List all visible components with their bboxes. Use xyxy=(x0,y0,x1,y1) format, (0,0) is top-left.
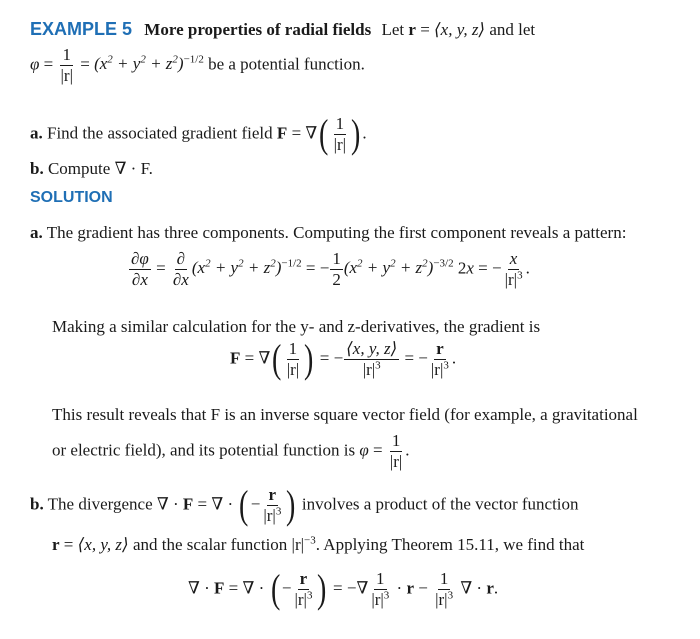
example-label: EXAMPLE 5 xyxy=(30,19,133,39)
question-b-text: Compute xyxy=(47,159,111,178)
example-header: EXAMPLE 5 More properties of radial fields Let r = ⟨x, y, z⟩ and let xyxy=(30,19,536,39)
solution-a-line3: This result reveals that F is an inverse square vector field (for example, a gravitational xyxy=(52,405,638,424)
intro-text-a: Let xyxy=(381,20,405,39)
example-title: More properties of radial fields xyxy=(144,20,372,39)
intro-text-b: and let xyxy=(489,20,536,39)
divergence-equation: ∇ · F = ∇ · ( − $\frac{r}{|r|^3}$ ) = −∇ $\frac{1}{|r|^3}$ · r − $\frac{1}{|r|^3}$ ∇ · r. xyxy=(188,566,499,612)
solution-b-line2: r = ⟨x, y, z⟩ and the scalar function $|r|^{-3}$. Applying Theorem 15.11, we find that xyxy=(52,534,585,554)
question-a: a. Find the associated gradient field F = ∇( $\frac{1}{|r|}$ ) . xyxy=(30,111,367,157)
question-a-text: Find the associated gradient field xyxy=(47,123,273,143)
solution-a-line4: or electric field), and its potential function is φ = $\frac{1}{|r|}$ . xyxy=(52,431,410,471)
solution-b-line1: b. The divergence ∇ · F = ∇ · ( − $\frac{r}{|r|^3}$ ) involves a product of the vector function xyxy=(30,482,579,528)
question-b: b. Compute ∇ · F. xyxy=(30,159,153,178)
solution-a-line1: a. The gradient has three components. Computing the first component reveals a pattern: xyxy=(30,223,627,242)
derivative-equation: $\frac{\partial\varphi}{\partial x}$ = $\frac{\partial}{\partial x}$ $(x^2 + y^2 + z^2)^{-1/2}$ = − $\frac{1}{2}$ $(x^2 + y^2 + z^2)^{-3/2}$ 2x = − $\frac{x}{|r|^3}$ . xyxy=(131,249,530,289)
gradient-equation: F = ∇( $\frac{1}{|r|}$ ) = − $\frac{⟨x, y, z⟩}{|r|^3}$ = − $\frac{r}{|r|^3}$ . xyxy=(230,336,457,382)
solution-heading: SOLUTION xyxy=(30,189,113,206)
intro-text-c: be a potential function. xyxy=(208,54,365,74)
r-definition: ⟨x, y, z⟩ xyxy=(434,20,486,39)
phi-definition: φ = $\frac{1}{|r|}$ = $(x^2 + y^2 + z^2)^{-1/2}$ be a potential function. xyxy=(30,45,365,85)
solution-a-line2: Making a similar calculation for the y- and z-derivatives, the gradient is xyxy=(52,317,541,336)
